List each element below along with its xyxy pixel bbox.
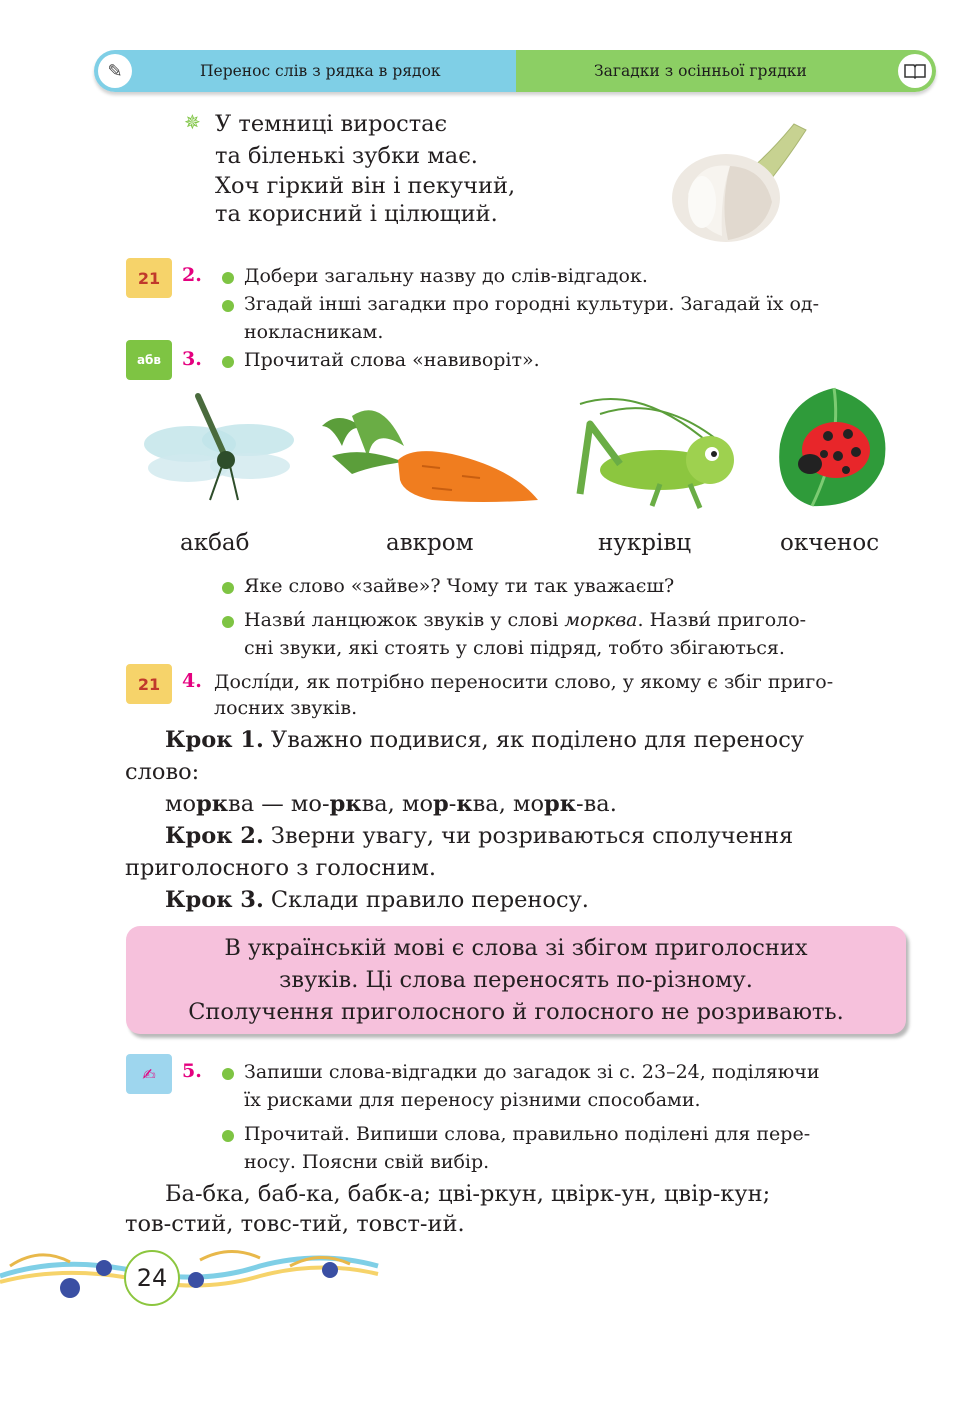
task2-bullet1: Добери загальну назву до слів-відгадок.: [244, 265, 648, 287]
task3-question1: Яке слово «зайве»? Чому ти так уважаєш?: [244, 575, 675, 597]
header-right-title: Загадки з осінньої грядки: [594, 62, 807, 80]
task-icon-calendar: 21: [126, 664, 172, 704]
book-icon: [898, 54, 932, 88]
bullet-dot: [222, 616, 234, 628]
riddle-line: Хоч гіркий він і пекучий,: [215, 173, 516, 199]
header-right: [516, 50, 936, 92]
bullet-dot: [222, 582, 234, 594]
ladybug-image: [772, 384, 896, 514]
reversed-word: акбаб: [180, 530, 250, 556]
riddle-asterisk-icon: ✵: [184, 110, 201, 134]
task5-words-line1: Ба-бка, баб-ка, бабк-а; цві-ркун, цвірк-ун, цвір-кун;: [165, 1181, 771, 1207]
task5-bullet1-line2: їх рисками для переносу різними способами.: [244, 1089, 701, 1111]
step1-line2: слово:: [125, 759, 200, 785]
riddle-line: У темниці виростає: [215, 111, 448, 137]
task-number: 3.: [182, 348, 202, 370]
step1: Крок 1. Уважно подивися, як поділено для переносу: [165, 727, 805, 753]
task-number: 4.: [182, 670, 202, 692]
page-header: [94, 50, 936, 92]
page-number: 24: [124, 1250, 180, 1306]
task4-line2: лосних звуків.: [214, 697, 358, 719]
example-division: морква — мо-рква, мор-ква, морк-ва.: [165, 791, 617, 817]
riddle-line: та корисний і цілющий.: [215, 201, 498, 227]
task-number: 5.: [182, 1060, 202, 1082]
step2-line2: приголосного з голосним.: [125, 855, 437, 881]
rule-line: Сполучення приголосного й голосного не розривають.: [188, 999, 844, 1025]
step3: Крок 3. Склади правило переносу.: [165, 887, 589, 913]
bullet-dot: [222, 1068, 234, 1080]
bullet-dot: [222, 272, 234, 284]
bullet-dot: [222, 1130, 234, 1142]
floral-ornament: [0, 1236, 380, 1316]
task2-bullet2-line1: Згадай інші загадки про городні культури. Загадай їх од-: [244, 293, 820, 315]
garlic-image: [668, 116, 848, 246]
task4-line1: Дослíди, як потрібно переносити слово, у якому є збіг приго-: [214, 671, 834, 693]
grasshopper-image: [560, 384, 750, 514]
header-left: [94, 50, 516, 92]
step2: Крок 2. Зверни увагу, чи розриваються сполучення: [165, 823, 794, 849]
task2-bullet2-line2: нокласникам.: [244, 321, 384, 343]
dragonfly-image: [140, 388, 300, 508]
task-icon-calendar: 21: [126, 258, 172, 298]
reversed-word: нукрівц: [598, 530, 692, 556]
bullet-dot: [222, 356, 234, 368]
task5-bullet2-line2: носу. Поясни свій вибір.: [244, 1151, 490, 1173]
rule-box: [126, 926, 906, 1034]
bullet-dot: [222, 300, 234, 312]
riddle-line: та біленькі зубки має.: [215, 143, 478, 169]
task5-bullet2-line1: Прочитай. Випиши слова, правильно поділені для пере-: [244, 1123, 811, 1145]
reversed-word: окченос: [780, 530, 880, 556]
task5-words-line2: тов-стий, товс-тий, товст-ий.: [125, 1211, 465, 1237]
task3-bullet1: Прочитай слова «навиворіт».: [244, 349, 540, 371]
task-icon-writing: ✍: [126, 1054, 172, 1094]
task3-question2-line1: Назви́ ланцюжок звуків у слові морква. Назви́ приголо-: [244, 609, 807, 631]
task3-question2-line2: сні звуки, які стоять у слові підряд, тобто збігаються.: [244, 637, 785, 659]
pen-icon: ✎: [98, 54, 132, 88]
reversed-word: авкром: [386, 530, 474, 556]
task-icon-blocks: абв: [126, 340, 172, 380]
carrot-image: [312, 396, 542, 516]
task-number: 2.: [182, 264, 202, 286]
rule-line: В українській мові є слова зі збігом приголосних: [224, 935, 808, 961]
rule-line: звуків. Ці слова переносять по-різному.: [279, 967, 753, 993]
header-left-title: Перенос слів з рядка в рядок: [200, 62, 441, 80]
task5-bullet1-line1: Запиши слова-відгадки до загадок зі с. 23–24, поділяючи: [244, 1061, 820, 1083]
